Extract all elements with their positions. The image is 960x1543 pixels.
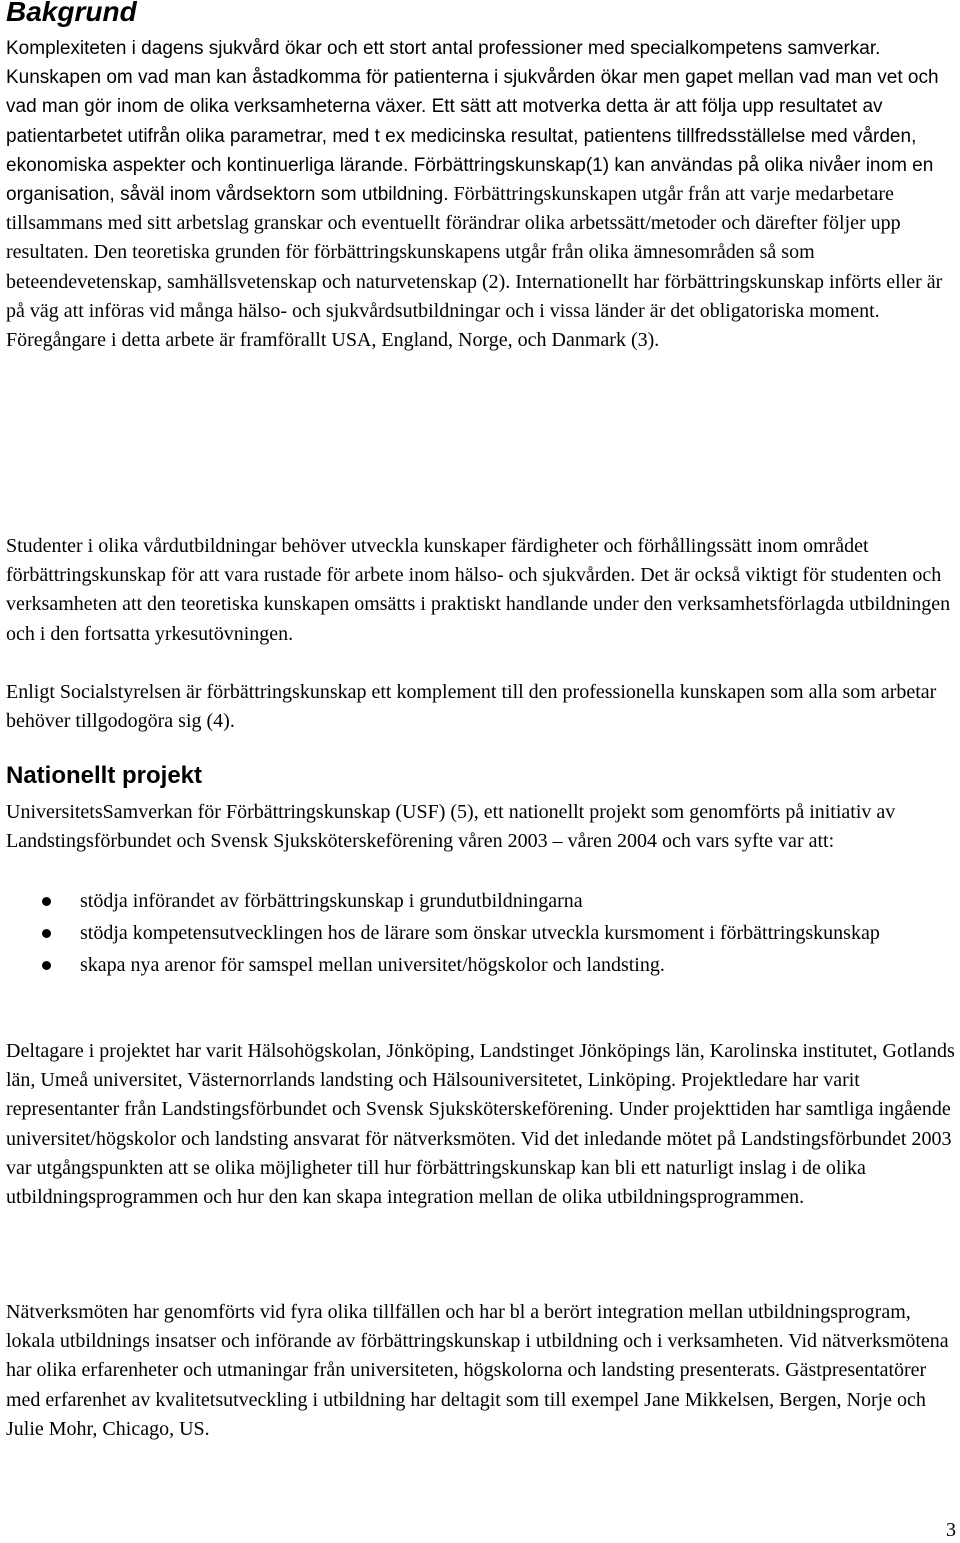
paragraph-bakgrund-1: [6, 34, 958, 355]
page-number: 3: [946, 1519, 956, 1541]
paragraph-usf-intro: UniversitetsSamverkan för Förbättringskunskap (USF) (5), ett nationellt projekt som genomförts på initiativ av Landstingsförbundet och Svensk Sjuksköterskeförening våren 2003 – våren 2004 och vars syfte var att:: [6, 801, 896, 853]
paragraph-natverksmoten: Nätverksmöten har genomförts vid fyra olika tillfällen och har bl a berört integration mellan utbildningsprogram, lokala utbildnings insatser och införande av förbättringskunskap i utbildning och i verksamheten. Vid nätverksmötena har olika erfarenheter och utmaningar från universiteten, högskolorna och landsting presenterats. Gästpresentatörer med erfarenhet av kvalitetsutveckling i utbildning har deltagit som till exempel Jane Mikkelsen, Bergen, Norje och Julie Mohr, Chicago, US.: [6, 1301, 949, 1440]
list-item: [6, 919, 958, 948]
bullet-icon: [42, 897, 51, 906]
paragraph-studenter: Studenter i olika vårdutbildningar behöver utveckla kunskaper färdigheter och förhållingssätt inom området förbättringskunskap för att vara rustade för arbete inom hälso- och sjukvården. Det är också viktigt för studenten och verksamheten att den teoretiska kunskapen omsätts i praktiskt handlande under den verksamhetsförlagda utbildningen och i den fortsatta yrkesutövningen.: [6, 535, 951, 645]
bullet-icon: [42, 961, 51, 970]
paragraph-bakgrund-1-serif-part: Förbättringskunskapen utgår från att varje medarbetare tillsammans med sitt arbetslag granskar och eventuellt förändrar olika arbetssätt/metoder och därefter följer upp resultaten. Den teoretiska grunden för förbättringskunskapens utgår från olika ämnesområden så som beteendevetenskap, samhällsvetenskap och naturvetenskap (2). Internationellt har förbättringskunskap införts eller är på väg att införas vid många hälso- och sjukvårdsutbildningar och i vissa länder är det obligatoriska moment. Föregångare i detta arbete är framförallt USA, England, Norge, och Danmark (3).: [6, 183, 943, 352]
paragraph-bakgrund-1-sans-part: Komplexiteten i dagens sjukvård ökar och ett stort antal professioner med specialkompetens samverkar. Kunskapen om vad man kan åstadkomma för patienterna i sjukvården ökar men gapet mellan vad man vet och vad man gör inom de olika verksamheterna växer. Ett sätt att motverka detta är att följa upp resultatet av patientarbetet utifrån olika parametrar, med t ex medicinska resultat, patientens tillfredsställelse med vården, ekonomiska aspekter och kontinuerliga lärande. Förbättringskunskap(1) kan användas på olika nivåer inom en organisation, såväl inom vårdsektorn som utbildning.: [6, 38, 939, 206]
list-item-text: skapa nya arenor för samspel mellan universitet/högskolor och landsting.: [80, 954, 665, 977]
bullet-list: [6, 887, 958, 984]
section-heading-nationellt-projekt: Nationellt projekt: [6, 762, 203, 789]
bullet-icon: [42, 929, 51, 938]
list-item: [6, 887, 958, 916]
paragraph-socialstyrelsen: Enligt Socialstyrelsen är förbättringskunskap ett komplement till den professionella kunskapen som alla som arbetar behöver tillgodogöra sig (4).: [6, 681, 937, 733]
list-item-text: stödja införandet av förbättringskunskap i grundutbildningarna: [80, 890, 583, 912]
list-item: [6, 951, 958, 980]
section-heading-bakgrund: Bakgrund: [6, 0, 137, 27]
paragraph-deltagare: Deltagare i projektet har varit Hälsohögskolan, Jönköping, Landstinget Jönköpings län, Karolinska institutet, Gotlands län, Umeå universitet, Västernorrlands landsting och Hälsouniversitetet, Linköping. Projektledare har varit representanter från Landstingsförbundet och Svensk Sjuksköterskeförening. Under projekttiden har samtliga ingående universitet/högskolor och landsting ansvarat för nätverksmöten. Vid det inledande mötet på Landstingsförbundet 2003 var utgångspunkten att se olika möjligheter till hur förbättringskunskap kan bli ett naturligt inslag i de olika utbildningsprogrammen och hur den kan skapa integration mellan de olika utbildningsprogrammen.: [6, 1040, 955, 1209]
list-item-text: stödja kompetensutvecklingen hos de lärare som önskar utveckla kursmoment i förbättringskunskap: [80, 922, 880, 945]
